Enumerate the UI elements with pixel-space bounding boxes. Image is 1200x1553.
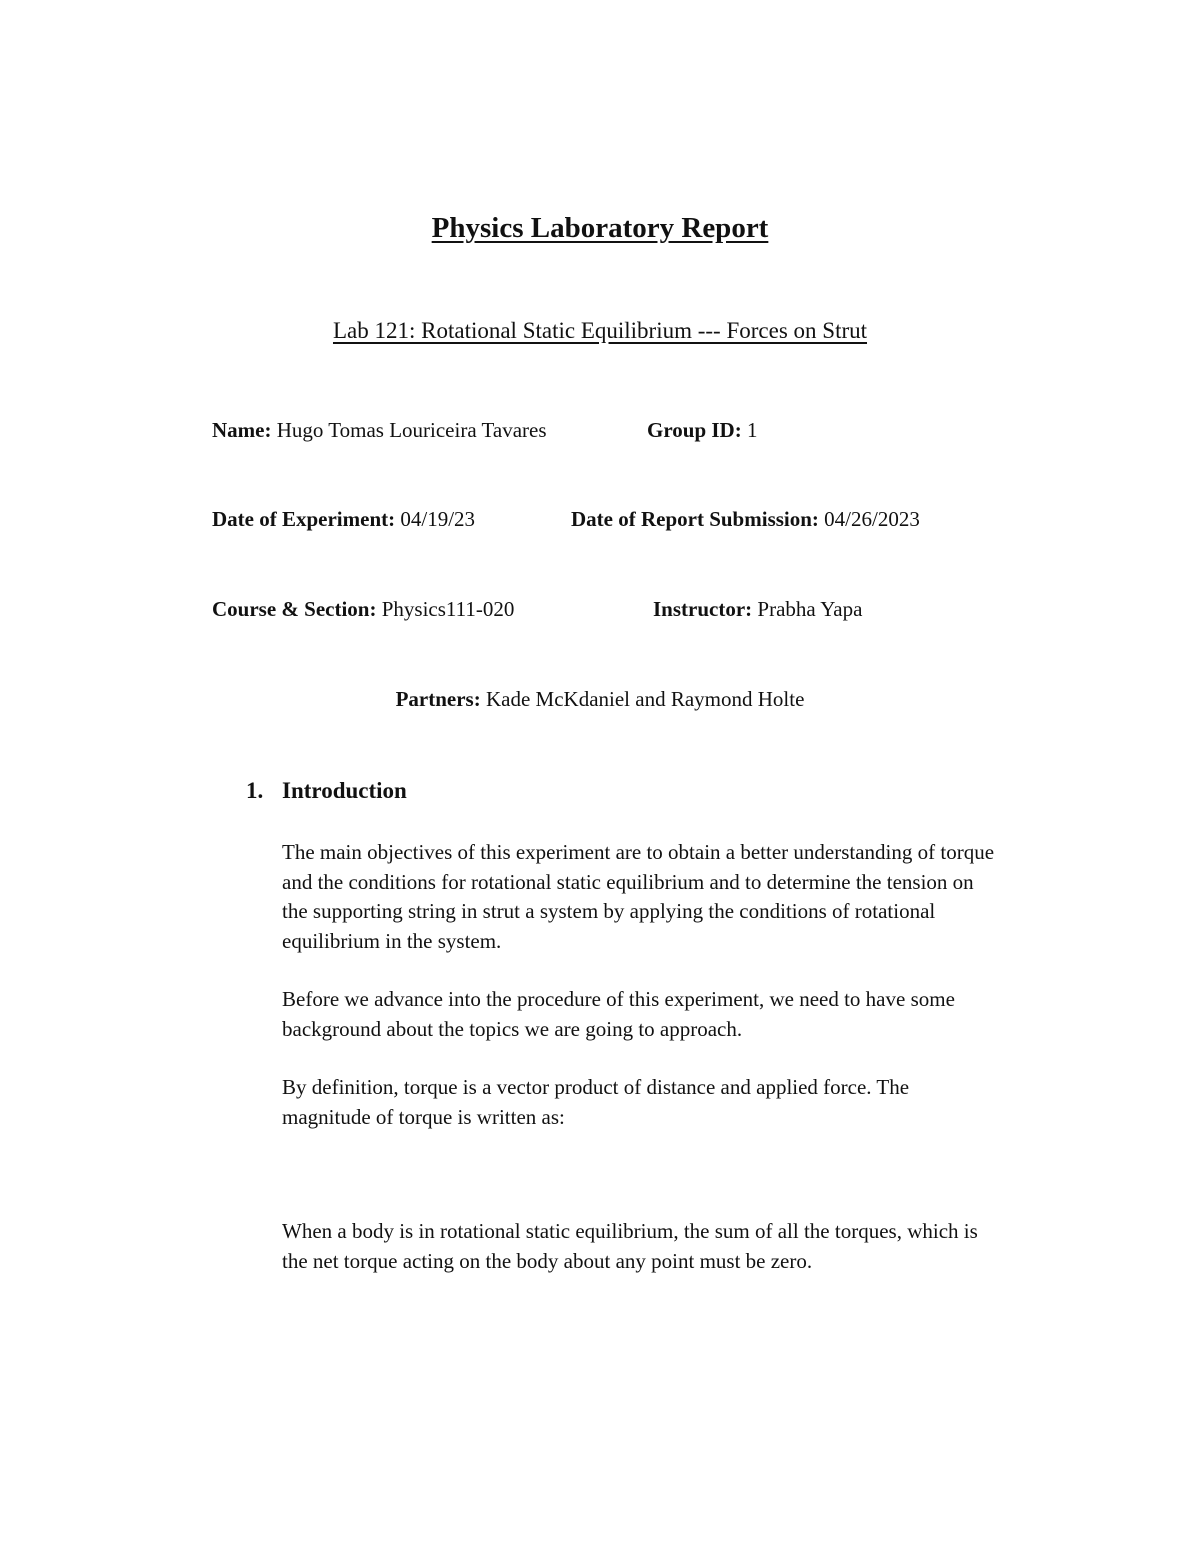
paragraph-background: Before we advance into the procedure of this experiment, we need to have some background about the topics we are going to approach.	[282, 987, 955, 1041]
partners-value: Kade McKdaniel and Raymond Holte	[485, 687, 805, 711]
date-of-experiment-field	[212, 507, 475, 532]
paragraph-torque-definition: By definition, torque is a vector product of distance and applied force. The magnitude of torque is written as:	[282, 1075, 910, 1129]
section-heading-introduction	[246, 778, 407, 804]
partners-label: Partners:	[395, 687, 481, 711]
section-title: Introduction	[282, 778, 407, 803]
group-id-value: 1	[746, 418, 758, 442]
report-title: Physics Laboratory Report	[431, 212, 769, 244]
paragraph-objectives: The main objectives of this experiment are to obtain a better understanding of torque and the conditions for rotational static equilibrium and to determine the tension on the supporting string in strut a system by applying the conditions of rotational equilibrium in the system.	[282, 840, 995, 953]
group-id-label: Group ID:	[647, 418, 742, 442]
date-of-submission-value: 04/26/2023	[824, 507, 920, 531]
instructor-value: Prabha Yapa	[757, 597, 863, 621]
course-section-field	[212, 597, 514, 622]
course-section-value: Physics111-020	[381, 597, 515, 621]
section-number: 1.	[246, 778, 264, 803]
paragraph-equilibrium: When a body is in rotational static equilibrium, the sum of all the torques, which is the net torque acting on the body about any point must be zero.	[282, 1219, 978, 1273]
date-of-submission-field	[571, 507, 920, 532]
name-field	[212, 418, 547, 443]
date-of-experiment-value: 04/19/23	[400, 507, 476, 531]
course-section-label: Course & Section:	[212, 597, 377, 621]
instructor-field	[653, 597, 862, 622]
instructor-label: Instructor:	[653, 597, 753, 621]
date-of-submission-label: Date of Report Submission:	[571, 507, 819, 531]
name-value: Hugo Tomas Louriceira Tavares	[276, 418, 547, 442]
lab-subtitle: Lab 121: Rotational Static Equilibrium --- Forces on Strut	[332, 318, 868, 343]
group-id-field	[647, 418, 757, 443]
partners-field	[0, 687, 1200, 712]
name-label: Name:	[212, 418, 272, 442]
date-of-experiment-label: Date of Experiment:	[212, 507, 396, 531]
